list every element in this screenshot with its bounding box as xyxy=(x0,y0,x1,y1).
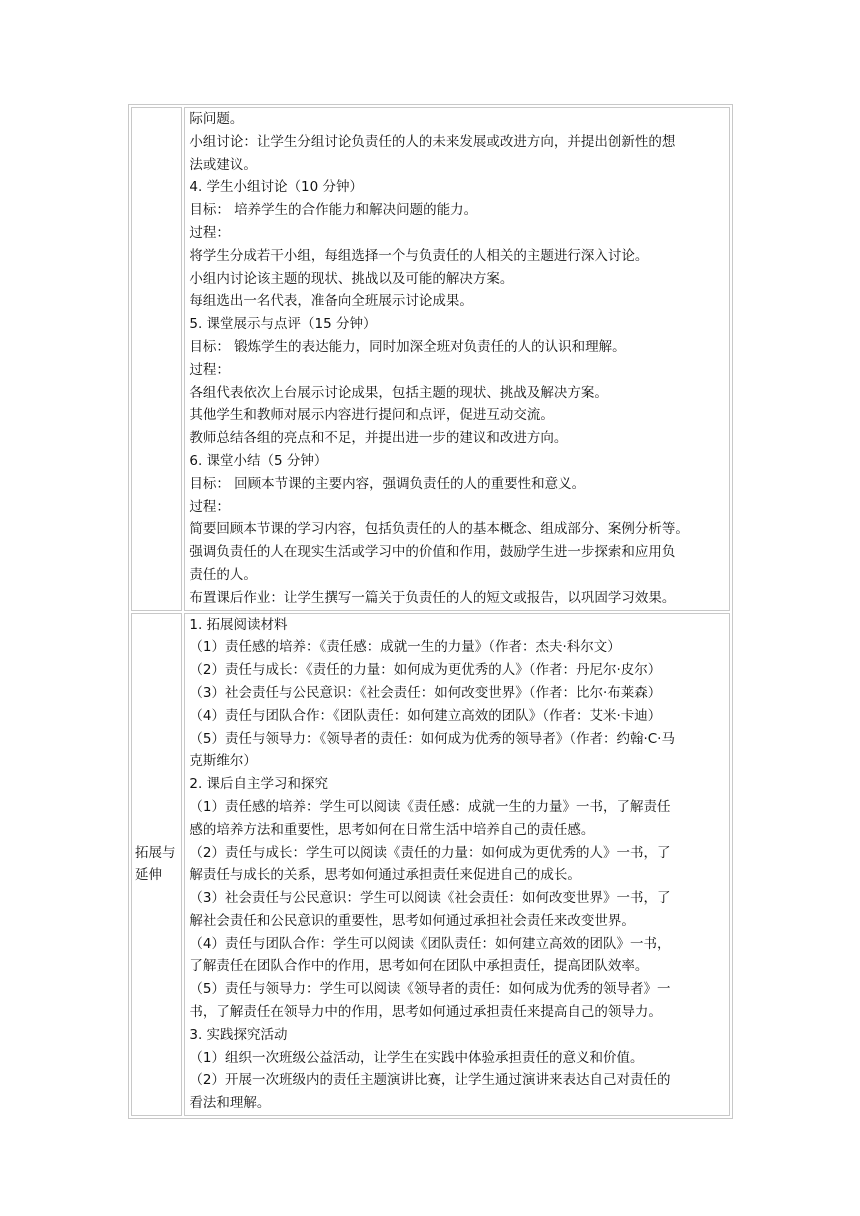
text-line: （4）责任与团队合作：《团队责任：如何建立高效的团队》（作者：艾米·卡迪） xyxy=(189,707,662,724)
text-line: （2）责任与成长：学生可以阅读《责任的力量：如何成为更优秀的人》一书，了 xyxy=(189,844,671,861)
text-line: 其他学生和教师对展示内容进行提问和点评，促进互动交流。 xyxy=(189,407,554,424)
text-line: 布置课后作业：让学生撰写一篇关于负责任的人的短文或报告，以巩固学习效果。 xyxy=(189,589,676,606)
table-row xyxy=(131,107,730,611)
text-line: 看法和理解。 xyxy=(189,1095,271,1112)
text-line: 4. 学生小组讨论（10 分钟） xyxy=(189,179,364,196)
text-line: 了解责任在团队合作中的作用，思考如何在团队中承担责任，提高团队效率。 xyxy=(189,958,649,975)
row-content-cell xyxy=(184,107,730,611)
text-line: （3）社会责任与公民意识：学生可以阅读《社会责任：如何改变世界》一书，了 xyxy=(189,890,671,907)
text-line: （2）责任与成长：《责任的力量：如何成为更优秀的人》（作者：丹尼尔·皮尔） xyxy=(189,662,662,679)
row-label-cell xyxy=(131,613,182,1117)
text-line: 克斯维尔） xyxy=(189,753,257,770)
text-line: （1）责任感的培养：学生可以阅读《责任感：成就一生的力量》一书，了解责任 xyxy=(189,798,671,815)
text-line: 解责任与成长的关系，思考如何通过承担责任来促进自己的成长。 xyxy=(189,867,581,884)
text-line: 小组讨论：让学生分组讨论负责任的人的未来发展或改进方向，并提出创新性的想 xyxy=(189,133,676,150)
text-line: 法或建议。 xyxy=(189,156,257,173)
text-line: 过程： xyxy=(189,498,230,515)
row-content-cell xyxy=(184,613,730,1117)
text-line: （1）组织一次班级公益活动，让学生在实践中体验承担责任的意义和价值。 xyxy=(189,1049,644,1066)
text-line: 感的培养方法和重要性，思考如何在日常生活中培养自己的责任感。 xyxy=(189,821,595,838)
text-line: 2. 课后自主学习和探究 xyxy=(189,776,329,793)
text-line: 6. 课堂小结（5 分钟） xyxy=(189,452,328,469)
text-line: （4）责任与团队合作：学生可以阅读《团队责任：如何建立高效的团队》一书， xyxy=(189,935,671,952)
text-line: 1. 拓展阅读材料 xyxy=(189,616,288,633)
text-line: 目标： 锻炼学生的表达能力，同时加深全班对负责任的人的认识和理解。 xyxy=(189,338,626,355)
text-line: 5. 课堂展示与点评（15 分钟） xyxy=(189,316,377,333)
text-line: （3）社会责任与公民意识：《社会责任：如何改变世界》（作者：比尔·布莱森） xyxy=(189,684,662,701)
text-line: 目标： 回顾本节课的主要内容，强调负责任的人的重要性和意义。 xyxy=(189,475,586,492)
text-line: 每组选出一名代表，准备向全班展示讨论成果。 xyxy=(189,293,473,310)
row-label-cell xyxy=(131,107,182,611)
text-line: 将学生分成若干小组，每组选择一个与负责任的人相关的主题进行深入讨论。 xyxy=(189,247,649,264)
text-line: 解社会责任和公民意识的重要性，思考如何通过承担社会责任来改变世界。 xyxy=(189,912,635,929)
text-line: 各组代表依次上台展示讨论成果，包括主题的现状、挑战及解决方案。 xyxy=(189,384,608,401)
text-line: 强调负责任的人在现实生活或学习中的价值和作用，鼓励学生进一步探索和应用负 xyxy=(189,544,676,561)
text-line: 书，了解责任在领导力中的作用，思考如何通过承担责任来提高自己的领导力。 xyxy=(189,1004,662,1021)
text-line: （5）责任与领导力：学生可以阅读《领导者的责任：如何成为优秀的领导者》一 xyxy=(189,981,671,998)
text-line: （1）责任感的培养：《责任感：成就一生的力量》（作者：杰夫·科尔文） xyxy=(189,639,621,656)
table-row xyxy=(131,613,730,1117)
lesson-plan-table xyxy=(128,104,733,1119)
text-line: 责任的人。 xyxy=(189,566,257,583)
text-line: 际问题。 xyxy=(189,111,244,127)
text-line: （2）开展一次班级内的责任主题演讲比赛，让学生通过演讲来表达自己对责任的 xyxy=(189,1072,671,1089)
text-line: 过程： xyxy=(189,361,230,378)
text-line: 过程： xyxy=(189,224,230,241)
text-line: 3. 实践探究活动 xyxy=(189,1026,288,1043)
text-line: （5）责任与领导力：《领导者的责任：如何成为优秀的领导者》（作者：约翰·C·马 xyxy=(189,730,675,747)
row-label: 拓展与延伸 xyxy=(135,844,176,884)
text-line: 目标： 培养学生的合作能力和解决问题的能力。 xyxy=(189,202,478,219)
text-line: 教师总结各组的亮点和不足，并提出进一步的建议和改进方向。 xyxy=(189,430,568,447)
text-line: 小组内讨论该主题的现状、挑战以及可能的解决方案。 xyxy=(189,270,514,287)
text-line: 简要回顾本节课的学习内容，包括负责任的人的基本概念、组成部分、案例分析等。 xyxy=(189,521,689,538)
